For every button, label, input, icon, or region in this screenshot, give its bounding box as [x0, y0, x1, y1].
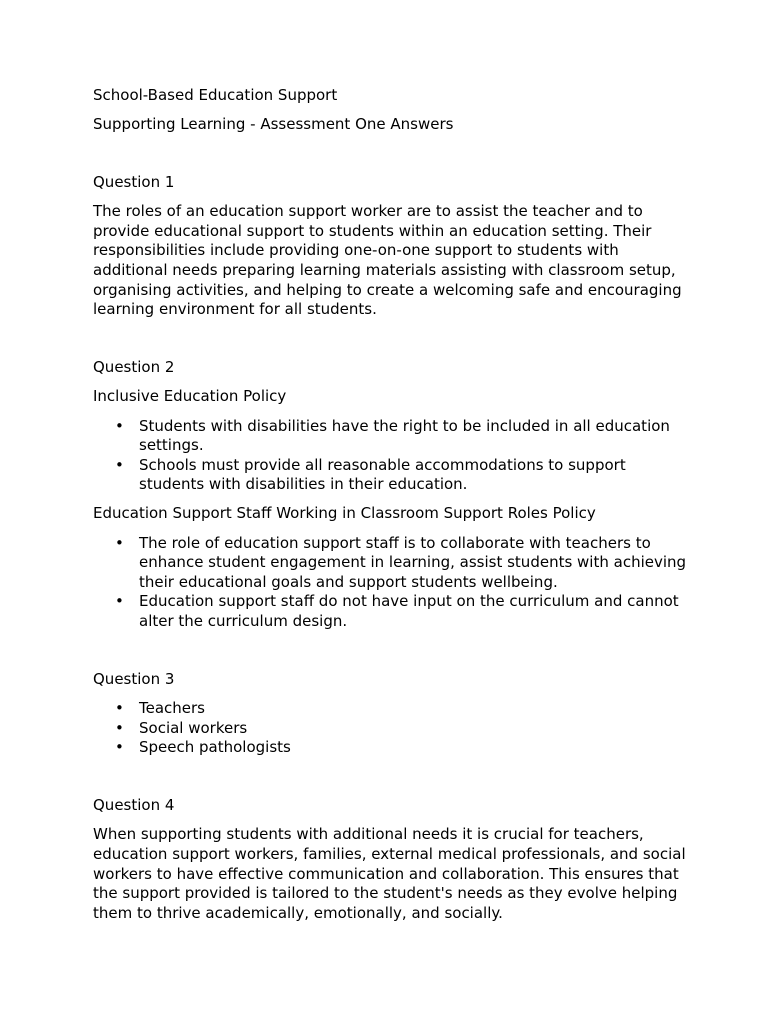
list-item-text: Students with disabilities have the right to be included in all education settings. [139, 416, 670, 455]
question-1-heading: Question 1 [93, 173, 175, 192]
bullet-icon: • [115, 455, 124, 474]
policy-1-list [93, 417, 693, 495]
list-item-text: Schools must provide all reasonable accommodations to support students with disabilities in their education. [139, 455, 626, 494]
list-item [115, 718, 693, 739]
list-item-text: Speech pathologists [139, 738, 291, 757]
policy-1-title: Inclusive Education Policy [93, 387, 287, 406]
question-3-list [93, 699, 693, 758]
policy-2-list [93, 534, 693, 632]
question-1-paragraph: The roles of an education support worker are to assist the teacher and to provide educational support to students within an education setting. Their responsibilities include providing one-on-one support to students with additional needs preparing learning materials assisting with classroom setup, organising activities, and helping to create a welcoming safe and encouraging learning environment for all students. [93, 202, 682, 319]
question-3-heading: Question 3 [93, 669, 175, 688]
bullet-icon: • [115, 533, 124, 552]
policy-2-title: Education Support Staff Working in Classroom Support Roles Policy [93, 504, 596, 523]
list-item [115, 699, 693, 719]
document-subtitle: Supporting Learning - Assessment One Answers [93, 115, 454, 134]
bullet-icon: • [115, 592, 124, 611]
bullet-icon: • [115, 738, 124, 757]
document-page [93, 86, 693, 923]
bullet-icon: • [115, 718, 124, 737]
document-title: School-Based Education Support [93, 86, 338, 104]
list-item [115, 416, 693, 456]
question-4-heading: Question 4 [93, 796, 175, 815]
list-item [115, 533, 693, 593]
list-item-text: Social workers [139, 718, 248, 737]
question-2-heading: Question 2 [93, 358, 175, 377]
bullet-icon: • [115, 416, 124, 435]
question-4-paragraph: When supporting students with additional needs it is crucial for teachers, education support workers, families, external medical professionals, and social workers to have effective communication and collaboration. This ensures that the support provided is tailored to the student's needs as they evolve helping them to thrive academically, emotionally, and socially. [93, 825, 686, 922]
list-item-text: Teachers [139, 699, 205, 718]
list-item [115, 738, 693, 758]
list-item-text: The role of education support staff is to collaborate with teachers to enhance student engagement in learning, assist students with achieving their educational goals and support students wellbeing. [139, 533, 687, 591]
bullet-icon: • [115, 699, 124, 718]
list-item [115, 592, 693, 631]
list-item-text: Education support staff do not have input on the curriculum and cannot alter the curriculum design. [139, 592, 679, 630]
list-item [115, 455, 693, 495]
